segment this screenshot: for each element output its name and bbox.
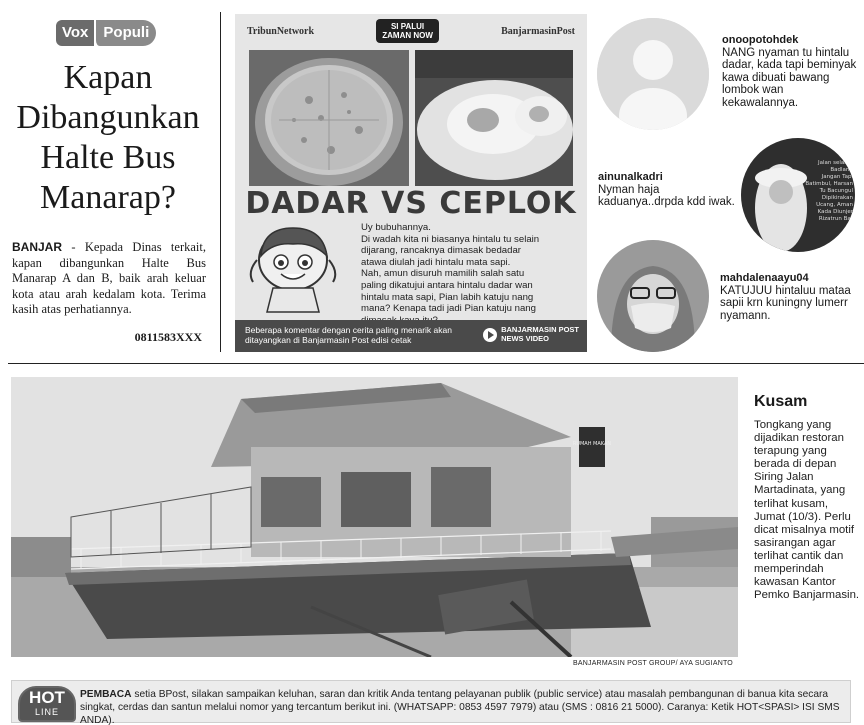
column-divider	[220, 12, 221, 352]
comment-text: KATUJUU hintaluu mataa sapii krn kuningny lumerr nyamann.	[720, 284, 851, 322]
vox-label: Vox	[56, 20, 94, 46]
avatar-placeholder	[597, 18, 709, 130]
restaurant-sign: RUMAH MAKAN	[572, 441, 612, 447]
caption-line: Ucang, Aman	[816, 202, 853, 208]
headline-line: Dibangunkan	[16, 99, 200, 136]
dadar-vs-ceplok-poster	[235, 14, 587, 352]
comment-username: ainunalkadri	[598, 171, 663, 183]
hotline-bar	[11, 680, 851, 723]
si-palui-label: SI PALUI	[390, 22, 425, 31]
comment-item	[598, 171, 736, 209]
hotline-lead: PEMBACA	[80, 689, 132, 700]
avatar-photo	[741, 138, 855, 252]
vox-headline	[8, 58, 208, 218]
comment-item	[722, 34, 858, 110]
caption-line: Batimbul, Harsan	[805, 181, 853, 187]
photo-caption-body: Tongkang yang dijadikan restoran terapung yang berada di depan Siring Jalan Martadinata, yang terlihat kusam, Jumat (10/3). Perlu dicat misalnya motif sasirangan agar terlihat cantik dan memperindah kawasan Kantor Pemko Banjarmasin.	[754, 419, 860, 602]
letter-text: - Kepada Dinas terkait, kapan dibangunkan Halte Bus Manarap A dan B, baik arah keluar kota atau arah kedalam kota. Terima kasih atas perhatiannya.	[12, 240, 206, 316]
caption-line: Jalan selama	[817, 160, 853, 166]
caption-line: Dipikirakan	[821, 195, 853, 201]
comment-text: Nyman haja kaduanya..drpda kdd iwak.	[598, 183, 735, 209]
populi-label: Populi	[94, 20, 156, 46]
caption-line: Jangan Tapi	[821, 174, 853, 180]
poster-header	[235, 14, 587, 48]
headline-line: Manarap?	[40, 179, 176, 216]
headline-line: Halte Bus	[40, 139, 176, 176]
hotline-text	[80, 688, 846, 725]
poster-text-line: Di wadah kita ni biasanya hintalu tu selain	[361, 233, 540, 245]
poster-text-line: hintalu mata sapi, Pian labih katuju nang	[361, 291, 534, 303]
comment-username: mahdalenaayu04	[720, 272, 809, 284]
zaman-now-label: ZAMAN NOW	[382, 31, 433, 40]
line-label: LINE	[34, 707, 59, 717]
headline-line: Kapan	[63, 59, 153, 96]
news-video-brand: BANJARMASIN POST	[501, 325, 579, 334]
poster-text-line: Uy bubuhannya.	[361, 222, 431, 233]
poster-text-line: paling dikatujui antara hintalu dadar wan	[361, 279, 533, 291]
news-video-logo	[483, 326, 579, 343]
poster-text-line: atawa diulah jadi hintalu mata sapi.	[361, 256, 511, 268]
poster-text-line: Nah, amun disuruh mamilih salah satu	[361, 268, 525, 280]
news-video-label: NEWS VIDEO	[501, 333, 549, 343]
poster-text-line: mana? Kenapa tadi jadi Pian katuju nang	[361, 303, 536, 315]
poster-headline: DADAR VS CEPLOK	[245, 186, 577, 221]
caption-line: Rizatrun Bar	[818, 216, 853, 222]
si-palui-badge	[376, 19, 439, 43]
dateline: BANJAR	[12, 240, 63, 254]
poster-footer	[235, 320, 587, 352]
floating-restaurant-photo	[11, 377, 738, 657]
vox-body-text	[12, 240, 206, 318]
poster-footer-note: Beberapa komentar dengan cerita paling menarik akan ditayangkan di Banjarmasin Post edisi cetak	[245, 325, 452, 345]
comment-text: NANG nyaman tu hintalu dadar, kada tapi beminyak kawa dibuati bawang lombok wan kekawalannya.	[722, 46, 857, 109]
palui-mascot-illustration	[243, 220, 339, 316]
sender-phone: 0811583XXX	[134, 330, 202, 344]
play-icon	[483, 328, 497, 342]
banjarmasin-post-logo: BanjarmasinPost	[501, 25, 575, 37]
comment-username: onoopotohdek	[722, 34, 799, 46]
hotline-body: setia BPost, silakan sampaikan keluhan, saran dan kritik Anda tentang pelayanan publik (public service) atau masalah pembangunan di banua kita secara singkat, cerdas dan santun melalui nomor yang tercantum berikut ini. (WHATSAPP: 0853 4597 7979) atau (SMS : 0816 21 5000). Caranya: Ketik HOT<SPASI> ISI SMS ANDA).	[80, 689, 840, 725]
avatar-overlay-caption	[803, 160, 853, 223]
hot-label: HOT	[29, 688, 65, 707]
hotline-badge	[18, 686, 76, 722]
vox-populi-column	[8, 12, 208, 352]
tribun-network-logo: TribunNetwork	[247, 25, 315, 37]
photo-caption-title: Kusam	[754, 393, 808, 410]
caption-line: Badlam,	[830, 167, 853, 173]
caption-line: Kada Diunjer	[817, 209, 853, 215]
omelette-photo	[249, 50, 409, 186]
caption-line: Tu Bacungul	[819, 188, 853, 194]
poster-question-text	[361, 222, 579, 326]
photo-credit: BANJARMASIN POST GROUP/ AYA SUGIANTO	[573, 660, 733, 667]
comment-item	[720, 272, 860, 322]
avatar-photo	[597, 240, 709, 352]
fried-egg-photo	[415, 50, 573, 186]
poster-text-line: dijarang, rancaknya dimasak bedadar	[361, 245, 521, 257]
section-divider	[8, 363, 864, 364]
vox-populi-badge	[56, 18, 156, 48]
